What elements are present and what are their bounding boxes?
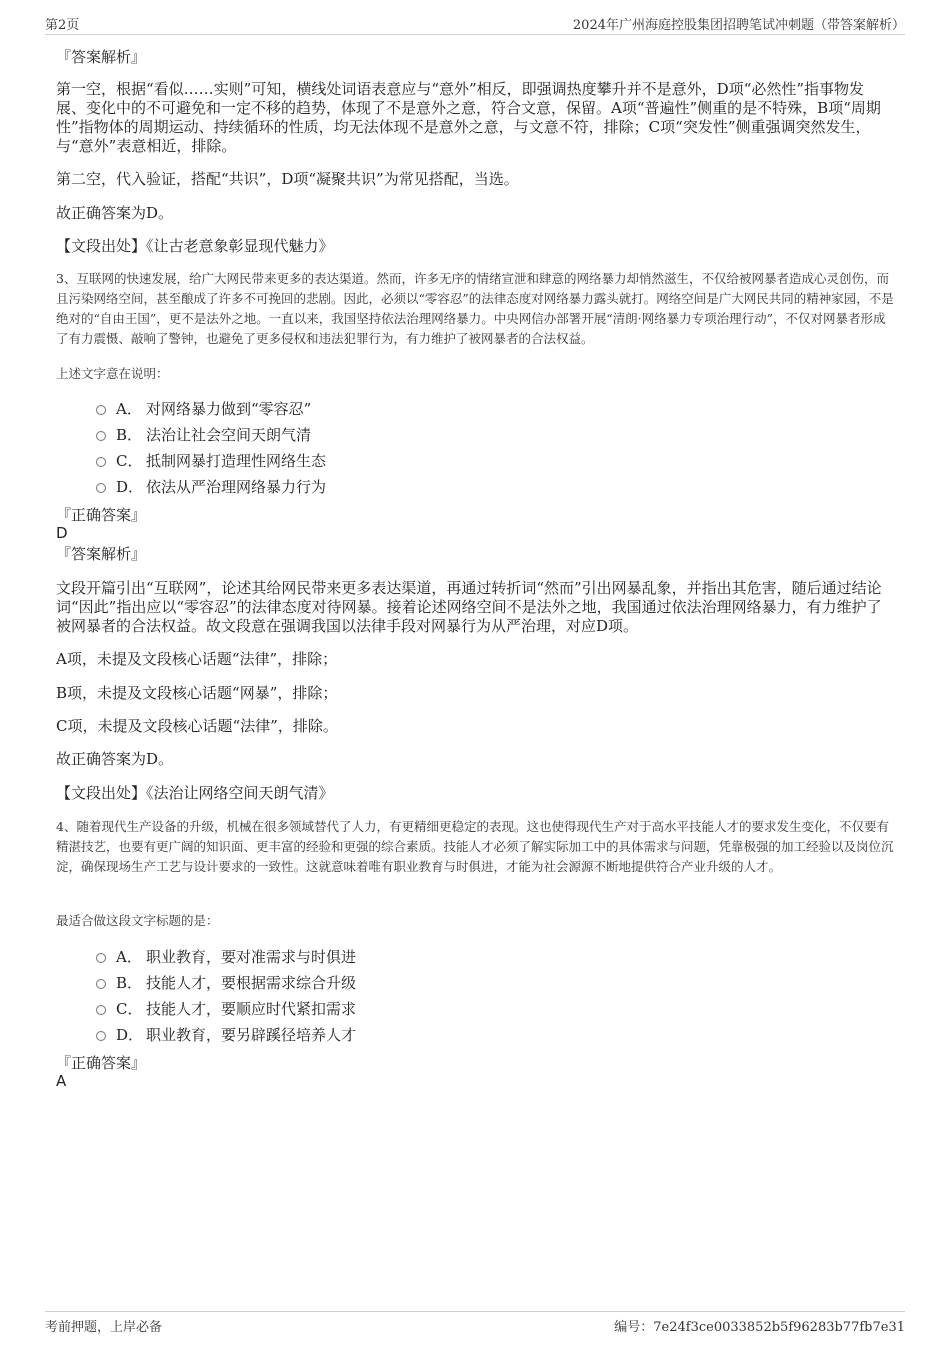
q3-option-b[interactable]: B． 法治让社会空间天朗气清 bbox=[96, 425, 311, 445]
q3-analysis-a: A项，未提及文段核心话题“法律”，排除； bbox=[56, 650, 338, 668]
radio-icon[interactable] bbox=[96, 1031, 106, 1041]
q2-analysis-para1: 第一空，根据“看似……实则”可知，横线处词语表意应与“意外”相反，即强调热度攀升并不是意外，D项“必然性”指事物发展、变化中的不可避免和一定不移的趋势，体现了不是意外之意，符合文意，保留。A项“普遍性”侧重的是不特殊，B项“周期性”指物体的周期运动、持续循环的性质，均无法体现不是意外之意，与文意不符，排除；C项“突发性”侧重强调突然发生，与“意外”表意相近，排除。 bbox=[56, 80, 881, 155]
radio-icon[interactable] bbox=[96, 953, 106, 963]
q2-analysis-label: 『答案解析』 bbox=[56, 48, 147, 66]
q2-source: 【文段出处】《让古老意象彰显现代魅力》 bbox=[56, 237, 334, 255]
q3-prompt: 上述文字意在说明： bbox=[56, 366, 169, 381]
q4-answer: A bbox=[56, 1072, 67, 1090]
radio-icon[interactable] bbox=[96, 483, 106, 493]
q3-option-a[interactable]: A． 对网络暴力做到“零容忍” bbox=[96, 399, 311, 419]
q3-stem: 3、互联网的快速发展，给广大网民带来更多的表达渠道。然而，许多无序的情绪宣泄和肆意的网络暴力却悄然滋生，不仅给被网暴者造成心灵创伤，而且污染网络空间，甚至酿成了许多不可挽回的悲剧。因此，必须以“零容忍”的法律态度对网络暴力露头就打。网络空间是广大网民共同的精神家园，不是绝对的“自由王国”，更不是法外之地。一直以来，我国坚持依法治理网络暴力。中央网信办部署开展“清朗·网络暴力专项治理行动”，不仅对网暴者形成了有力震慑、敲响了警钟，也避免了更多侵权和违法犯罪行为，有力维护了被网暴者的合法权益。 bbox=[56, 271, 894, 346]
document-title: 2024年广州海庭控股集团招聘笔试冲刺题（带答案解析） bbox=[572, 18, 905, 33]
radio-icon[interactable] bbox=[96, 405, 106, 415]
q3-analysis-label: 『答案解析』 bbox=[56, 545, 147, 563]
page-number: 第2页 bbox=[45, 18, 80, 33]
q4-option-c[interactable]: C． 技能人才，要顺应时代紧扣需求 bbox=[96, 999, 356, 1019]
q4-option-b[interactable]: B． 技能人才，要根据需求综合升级 bbox=[96, 973, 356, 993]
q3-source: 【文段出处】《法治让网络空间天朗气清》 bbox=[56, 784, 334, 802]
q2-conclusion: 故正确答案为D。 bbox=[56, 204, 174, 222]
q4-prompt: 最适合做这段文字标题的是： bbox=[56, 913, 219, 928]
radio-icon[interactable] bbox=[96, 1005, 106, 1015]
document-code: 编号：7e24f3ce0033852b5f96283b77fb7e31 bbox=[614, 1320, 905, 1335]
q4-option-a[interactable]: A． 职业教育，要对准需求与时俱进 bbox=[96, 947, 356, 967]
footer-slogan: 考前押题，上岸必备 bbox=[45, 1320, 163, 1335]
q4-option-d[interactable]: D． 职业教育，要另辟蹊径培养人才 bbox=[96, 1025, 356, 1045]
q4-stem: 4、随着现代生产设备的升级，机械在很多领域替代了人力，有更精细更稳定的表现。这也使得现代生产对于高水平技能人才的要求发生变化，不仅要有精湛技艺，也要有更广阔的知识面、更丰富的经验和更强的综合素质。技能人才必须了解实际加工中的具体需求与问题，凭靠极强的加工经验以及岗位沉淀，确保现场生产工艺与设计要求的一致性。这就意味着唯有职业教育与时俱进，才能为社会源源不断地提供符合产业升级的人才。 bbox=[56, 819, 894, 874]
q3-analysis-b: B项，未提及文段核心话题“网暴”，排除； bbox=[56, 684, 338, 702]
q3-conclusion: 故正确答案为D。 bbox=[56, 750, 174, 768]
radio-icon[interactable] bbox=[96, 457, 106, 467]
q3-answer-label: 『正确答案』 bbox=[56, 506, 147, 524]
radio-icon[interactable] bbox=[96, 979, 106, 989]
q3-option-c[interactable]: C． 抵制网暴打造理性网络生态 bbox=[96, 451, 326, 471]
q3-option-d[interactable]: D． 依法从严治理网络暴力行为 bbox=[96, 477, 326, 497]
q4-answer-label: 『正确答案』 bbox=[56, 1054, 147, 1072]
q3-analysis-c: C项，未提及文段核心话题“法律”，排除。 bbox=[56, 717, 338, 735]
q2-analysis-para2: 第二空，代入验证，搭配“共识”，D项“凝聚共识”为常见搭配，当选。 bbox=[56, 170, 519, 188]
q3-analysis: 文段开篇引出“互联网”，论述其给网民带来更多表达渠道，再通过转折词“然而”引出网暴乱象，并指出其危害，随后通过结论词“因此”指出应以“零容忍”的法律态度对待网暴。接着论述网络空间不是法外之地，我国通过依法治理网络暴力，有力维护了被网暴者的合法权益。故文段意在强调我国以法律手段对网暴行为从严治理，对应D项。 bbox=[56, 579, 882, 635]
radio-icon[interactable] bbox=[96, 431, 106, 441]
page-header bbox=[45, 14, 905, 35]
page-footer bbox=[45, 1311, 905, 1338]
q3-answer: D bbox=[56, 524, 68, 542]
